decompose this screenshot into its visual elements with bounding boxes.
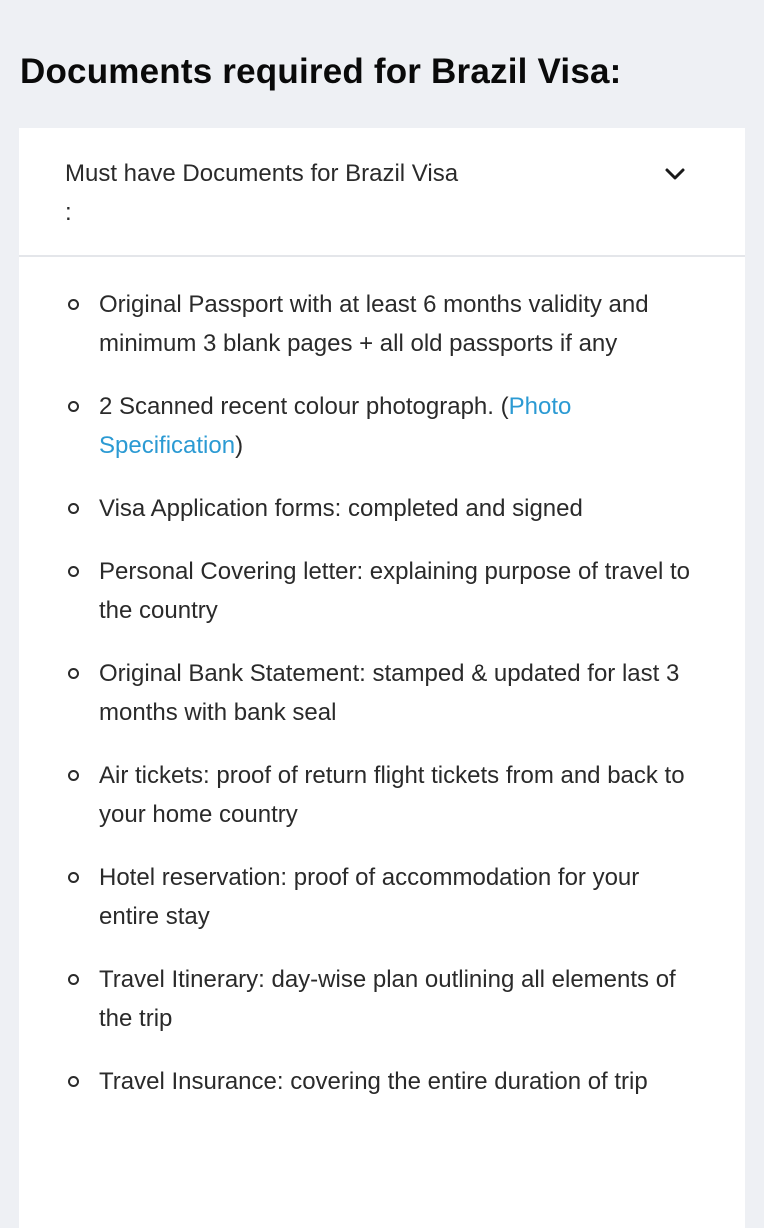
bullet-circle-icon bbox=[68, 1076, 79, 1087]
list-item bbox=[19, 756, 745, 834]
list-item-text: Travel Insurance: covering the entire duration of trip bbox=[99, 1068, 648, 1095]
photo-specification-link[interactable]: Photo Specification bbox=[99, 393, 572, 459]
list-item-text: 2 Scanned recent colour photograph. ( bbox=[99, 393, 509, 420]
documents-card bbox=[19, 128, 745, 1228]
accordion-header[interactable] bbox=[19, 128, 745, 257]
list-item bbox=[19, 552, 745, 630]
list-item bbox=[19, 858, 745, 936]
list-item bbox=[19, 489, 745, 528]
list-item-text: Original Passport with at least 6 months validity and minimum 3 blank pages + all old passports if any bbox=[99, 291, 649, 357]
list-item-text: Original Bank Statement: stamped & updated for last 3 months with bank seal bbox=[99, 660, 680, 726]
bullet-circle-icon bbox=[68, 299, 79, 310]
chevron-down-icon[interactable] bbox=[663, 162, 687, 186]
documents-list bbox=[19, 285, 745, 1125]
list-item-text: Hotel reservation: proof of accommodation for your entire stay bbox=[99, 864, 640, 930]
bullet-circle-icon bbox=[68, 401, 79, 412]
list-item bbox=[19, 960, 745, 1038]
list-item-text: Air tickets: proof of return flight tickets from and back to your home country bbox=[99, 762, 685, 828]
page-title: Documents required for Brazil Visa: bbox=[20, 52, 622, 91]
bullet-circle-icon bbox=[68, 503, 79, 514]
bullet-circle-icon bbox=[68, 770, 79, 781]
list-item-text: Visa Application forms: completed and signed bbox=[99, 495, 583, 522]
list-item bbox=[19, 1062, 745, 1101]
bullet-circle-icon bbox=[68, 974, 79, 985]
list-item-text: Travel Itinerary: day-wise plan outlining all elements of the trip bbox=[99, 966, 676, 1032]
list-item bbox=[19, 654, 745, 732]
list-item-text: Personal Covering letter: explaining purpose of travel to the country bbox=[99, 558, 690, 624]
list-item-text-suffix: ) bbox=[235, 432, 244, 459]
bullet-circle-icon bbox=[68, 872, 79, 883]
list-item bbox=[19, 285, 745, 363]
list-item bbox=[19, 387, 745, 465]
bullet-circle-icon bbox=[68, 566, 79, 577]
bullet-circle-icon bbox=[68, 668, 79, 679]
accordion-title: Must have Documents for Brazil Visa : bbox=[65, 160, 459, 226]
